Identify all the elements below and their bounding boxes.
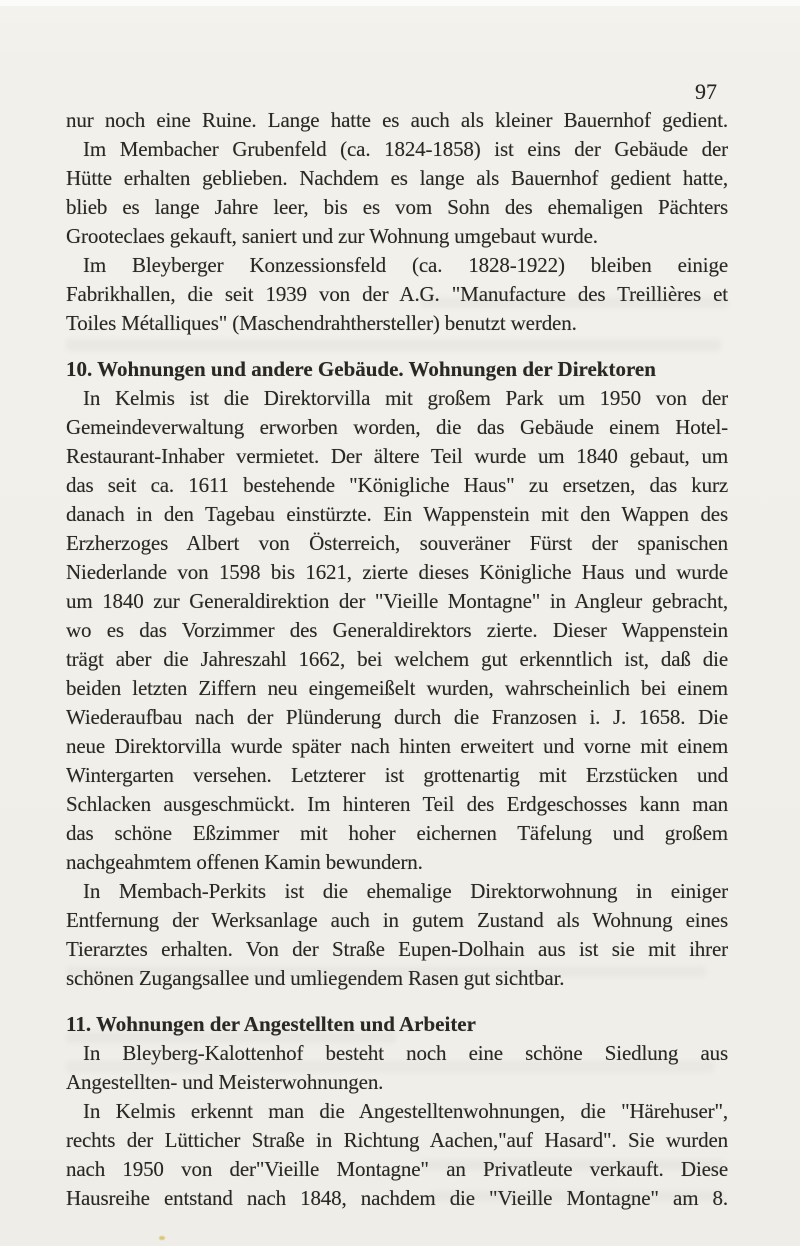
text-line: nachgeahmtem offenen Kamin bewundern. <box>66 850 423 874</box>
text-line: Hütte erhalten geblieben. Nachdem es lange als Bauernhof gedient hatte, <box>66 166 728 190</box>
text-line: Erzherzoges Albert von Österreich, souveräner Fürst der spanischen <box>66 531 728 555</box>
text-line: wo es das Vorzimmer des Generaldirektors zierte. Dieser Wappenstein <box>66 618 728 642</box>
text-line: In Kelmis erkennt man die Angestelltenwohnungen, die "Härehuser", <box>83 1099 728 1123</box>
paper-speck <box>159 1236 165 1240</box>
text-line: Niederlande von 1598 bis 1621, zierte dieses Königliche Haus und wurde <box>66 560 728 584</box>
text-line: um 1840 zur Generaldirektion der "Vieille Montagne" in Angleur gebracht, <box>66 589 728 613</box>
text-line: neue Direktorvilla wurde später nach hinten erweitert und vorne mit einem <box>66 734 728 758</box>
text-line: das seit ca. 1611 bestehende "Königliche Haus" zu ersetzen, das kurz <box>66 473 728 497</box>
scan-edge <box>0 0 800 6</box>
text-line: Wiederaufbau nach der Plünderung durch die Franzosen i. J. 1658. Die <box>66 705 728 729</box>
section-heading: 11. Wohnungen der Angestellten und Arbeiter <box>66 1012 476 1036</box>
text-line: Angestellten- und Meisterwohnungen. <box>66 1070 384 1094</box>
text-line: rechts der Lütticher Straße in Richtung Aachen,"auf Hasard". Sie wurden <box>66 1128 728 1152</box>
page-number: 97 <box>695 79 717 104</box>
text-column <box>66 106 728 1213</box>
text-line: In Bleyberg-Kalottenhof besteht noch eine schöne Siedlung aus <box>83 1041 728 1065</box>
text-line: nur noch eine Ruine. Lange hatte es auch als kleiner Bauernhof gedient. <box>66 108 728 132</box>
text-line: Im Membacher Grubenfeld (ca. 1824-1858) ist eins der Gebäude der <box>83 137 728 161</box>
text-line: nach 1950 von der"Vieille Montagne" an Privatleute verkauft. Diese <box>66 1157 728 1181</box>
text-line: Restaurant-Inhaber vermietet. Der ältere Teil wurde um 1840 gebaut, um <box>66 444 728 468</box>
text-line: In Membach-Perkits ist die ehemalige Direktorwohnung in einiger <box>83 879 728 903</box>
text-line: Im Bleyberger Konzessionsfeld (ca. 1828-1922) bleiben einige <box>83 253 728 277</box>
text-line: Fabrikhallen, die seit 1939 von der A.G. "Manufacture des Treillières et <box>66 282 728 306</box>
text-line: Hausreihe entstand nach 1848, nachdem die "Vieille Montagne" am 8. <box>66 1186 728 1210</box>
text-line: danach in den Tagebau einstürzte. Ein Wappenstein mit den Wappen des <box>66 502 728 526</box>
text-line: Toiles Métalliques" (Maschendrahthersteller) benutzt werden. <box>66 311 577 335</box>
section-heading: 10. Wohnungen und andere Gebäude. Wohnungen der Direktoren <box>66 357 656 381</box>
text-line: Wintergarten versehen. Letzterer ist grottenartig mit Erzstücken und <box>66 763 728 787</box>
text-line: das schöne Eßzimmer mit hoher eichernen Täfelung und großem <box>66 821 728 845</box>
text-line: blieb es lange Jahre leer, bis es vom Sohn des ehemaligen Pächters <box>66 195 728 219</box>
text-line: Gemeindeverwaltung erworben worden, die das Gebäude einem Hotel- <box>66 415 728 439</box>
text-line: Schlacken ausgeschmückt. Im hinteren Teil des Erdgeschosses kann man <box>66 792 728 816</box>
text-line: In Kelmis ist die Direktorvilla mit großem Park um 1950 von der <box>83 386 728 410</box>
text-line: Entfernung der Werksanlage auch in gutem Zustand als Wohnung eines <box>66 908 728 932</box>
text-line: Tierarztes erhalten. Von der Straße Eupen-Dolhain aus ist sie mit ihrer <box>66 937 728 961</box>
text-line: beiden letzten Ziffern neu eingemeißelt wurden, wahrscheinlich bei einem <box>66 676 728 700</box>
text-line: trägt aber die Jahreszahl 1662, bei welchem gut erkenntlich ist, daß die <box>66 647 728 671</box>
text-line: Grooteclaes gekauft, saniert und zur Wohnung umgebaut wurde. <box>66 224 598 248</box>
text-line: schönen Zugangsallee und umliegendem Rasen gut sichtbar. <box>66 966 565 990</box>
